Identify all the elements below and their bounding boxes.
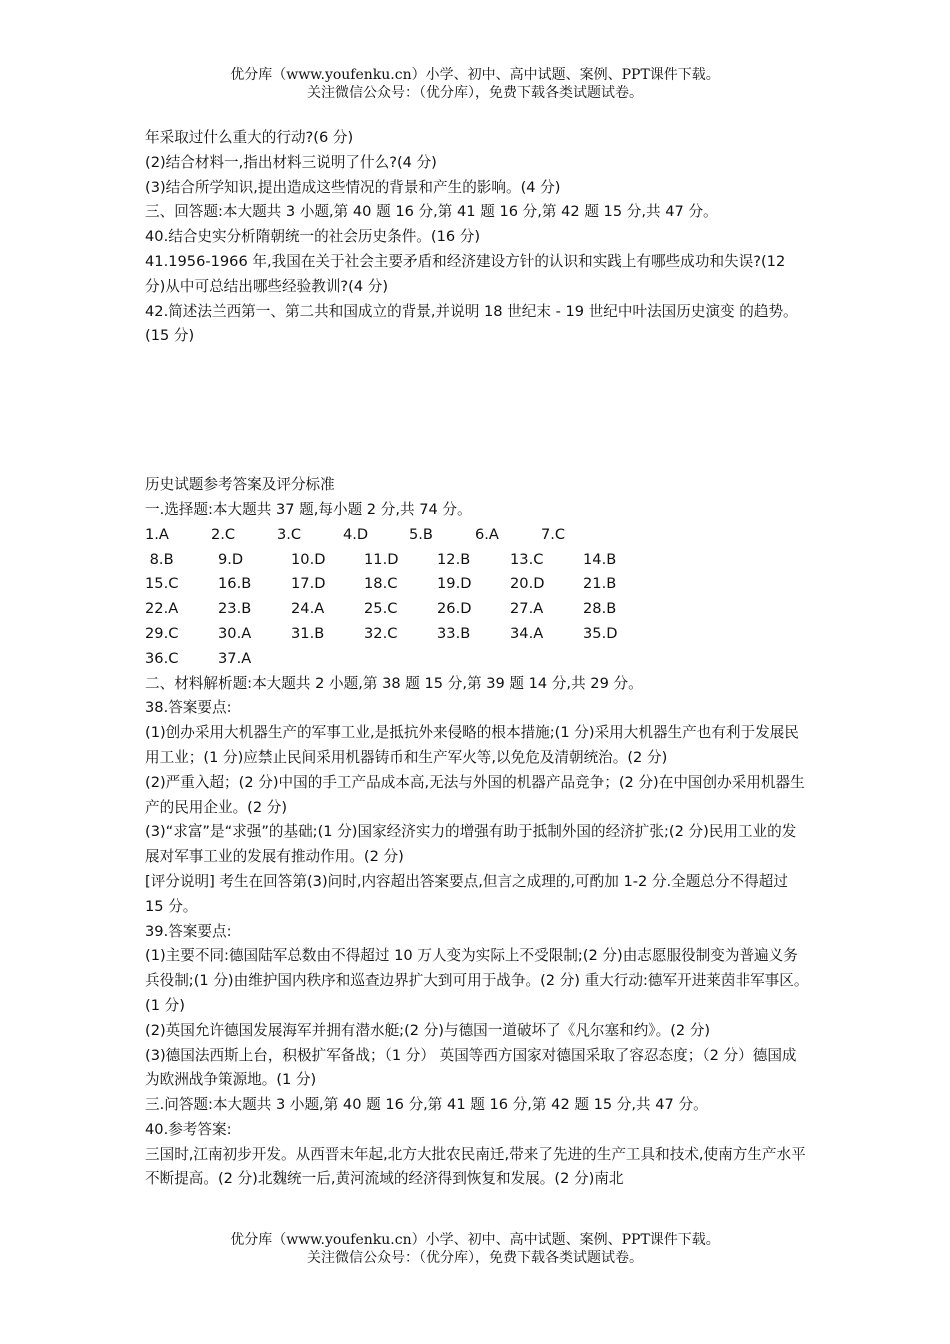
choice-row [145, 622, 810, 647]
choice-answer: 26.D [437, 600, 472, 618]
choice-answers-grid [145, 523, 810, 672]
choice-answer: 36.C [145, 649, 179, 667]
choice-answer: 24.A [291, 600, 325, 618]
answers-section-1-heading: 一.选择题:本大题共 37 题,每小题 2 分,共 74 分。 [145, 500, 472, 518]
question-41: 41.1956-1966 年,我国在关于社会主要矛盾和经济建设方针的认识和实践上有哪些成功和失误?(12 分)从中可总结出哪些经验教训?(4 分) [145, 252, 786, 295]
choice-row [145, 548, 810, 573]
answer-39-part3: (3)德国法西斯上台，积极扩军备战；（1 分） 英国等西方国家对德国采取了容忍态度；（2 分）德国成为欧洲战争策源地。(1 分) [145, 1046, 797, 1089]
answer-38-title: 38.答案要点: [145, 699, 232, 717]
choice-answer: 16.B [218, 575, 252, 593]
answers-section-2-heading: 二、材料解析题:本大题共 2 小题,第 38 题 15 分,第 39 题 14 分,共 29 分。 [145, 674, 643, 692]
choice-answer: 18.C [364, 575, 398, 593]
question-42: 42.简述法兰西第一、第二共和国成立的背景,并说明 18 世纪末 - 19 世纪中叶法国历史演变 的趋势。(15 分) [145, 302, 798, 345]
choice-answer: 27.A [510, 600, 544, 618]
choice-answer: 37.A [218, 649, 252, 667]
choice-answer: 6.A [475, 525, 499, 543]
choice-answer: 21.B [583, 575, 617, 593]
answer-39-part2: (2)英国允许德国发展海军并拥有潜水艇;(2 分)与德国一道破坏了《凡尔塞和约》。(2 分) [145, 1021, 711, 1039]
answer-39-part1: (1)主要不同:德国陆军总数由不得超过 10 万人变为实际上不受限制;(2 分)由志愿服役制变为普遍义务兵役制;(1 分)由维护国内秩序和巡查边界扩大到可用于战争。(2 分) 重大行动:德军开进莱茵非军事区。(1 分) [145, 947, 809, 1014]
question-39-part3: (3)结合所学知识,提出造成这些情况的背景和产生的影响。(4 分) [145, 178, 561, 196]
answer-38-part1: (1)创办采用大机器生产的军事工业,是抵抗外来侵略的根本措施;(1 分)采用大机器生产也有利于发展民用工业；(1 分)应禁止民间采用机器铸币和生产军火等,以免危及清朝统治。(2 分) [145, 724, 799, 766]
choice-answer: 7.C [541, 525, 566, 543]
answer-39-title: 39.答案要点: [145, 922, 232, 940]
choice-answer: 33.B [437, 624, 471, 642]
answer-40-title: 40.参考答案: [145, 1120, 232, 1138]
choice-answer: 30.A [218, 624, 252, 642]
footer-line-2: 关注微信公众号：（优分库），免费下载各类试题试卷。 [307, 1250, 643, 1266]
choice-answer: 5.B [409, 525, 433, 543]
question-39-part2: (2)结合材料一,指出材料三说明了什么?(4 分) [145, 153, 437, 171]
choice-answer: 34.A [510, 624, 544, 642]
choice-answer: 1.A [145, 525, 169, 543]
choice-answer: 20.D [510, 575, 545, 593]
blank-spacer [145, 349, 810, 473]
choice-answer: 11.D [364, 550, 399, 568]
page-footer [0, 1231, 950, 1267]
choice-row [145, 647, 810, 672]
question-40: 40.结合史实分析隋朝统一的社会历史条件。(16 分) [145, 228, 481, 246]
choice-answer: 2.C [211, 525, 236, 543]
choice-answer: 35.D [583, 624, 618, 642]
answers-title: 历史试题参考答案及评分标准 [145, 476, 335, 494]
footer-line-1: 优分库（www.youfenku.cn）小学、初中、高中试题、案例、PPT课件下载。 [230, 1232, 720, 1248]
choice-answer: 31.B [291, 624, 325, 642]
choice-answer: 32.C [364, 624, 398, 642]
choice-answer: 22.A [145, 600, 179, 618]
choice-answer: 29.C [145, 624, 179, 642]
document-body [145, 126, 810, 1192]
answer-38-scoring-note: [评分说明] 考生在回答第(3)问时,内容超出答案要点,但言之成理的,可酌加 1-2 分.全题总分不得超过 15 分。 [145, 872, 788, 915]
choice-answer: 28.B [583, 600, 617, 618]
choice-answer: 23.B [218, 600, 252, 618]
choice-answer: 13.C [510, 550, 544, 568]
choice-row [145, 597, 810, 622]
choice-row [145, 572, 810, 597]
header-line-2: 关注微信公众号：（优分库），免费下载各类试题试卷。 [307, 85, 643, 101]
page-header [0, 66, 950, 102]
choice-answer: 8.B [145, 550, 174, 568]
choice-answer: 17.D [291, 575, 326, 593]
answers-section-3-heading: 三.问答题:本大题共 3 小题,第 40 题 16 分,第 41 题 16 分,第 42 题 15 分,共 47 分。 [145, 1096, 708, 1114]
choice-answer: 19.D [437, 575, 472, 593]
choice-answer: 12.B [437, 550, 471, 568]
section-3-heading: 三、回答题:本大题共 3 小题,第 40 题 16 分,第 41 题 16 分,第 42 题 15 分,共 47 分。 [145, 203, 718, 221]
choice-answer: 9.D [218, 550, 244, 568]
answer-40-part1: 三国时,江南初步开发。从西晋末年起,北方大批农民南迁,带来了先进的生产工具和技术,使南方生产水平不断提高。(2 分)北魏统一后,黄河流域的经济得到恢复和发展。(2 分)南北 [145, 1145, 806, 1188]
choice-answer: 3.C [277, 525, 302, 543]
choice-answer: 4.D [343, 525, 369, 543]
question-39-part1-tail: 年采取过什么重大的行动?(6 分) [145, 129, 354, 146]
choice-answer: 15.C [145, 575, 179, 593]
choice-row [145, 523, 810, 548]
choice-answer: 14.B [583, 550, 617, 568]
choice-answer: 10.D [291, 550, 326, 568]
answer-38-part3: (3)“求富”是“求强”的基础;(1 分)国家经济实力的增强有助于抵制外国的经济扩张;(2 分)民用工业的发展对军事工业的发展有推动作用。(2 分) [145, 823, 797, 866]
choice-answer: 25.C [364, 600, 398, 618]
answer-38-part2: (2)严重入超；(2 分)中国的手工产品成本高,无法与外国的机器产品竞争；(2 分)在中国创办采用机器生产的民用企业。(2 分) [145, 773, 805, 816]
header-line-1: 优分库（www.youfenku.cn）小学、初中、高中试题、案例、PPT课件下载。 [230, 67, 720, 83]
